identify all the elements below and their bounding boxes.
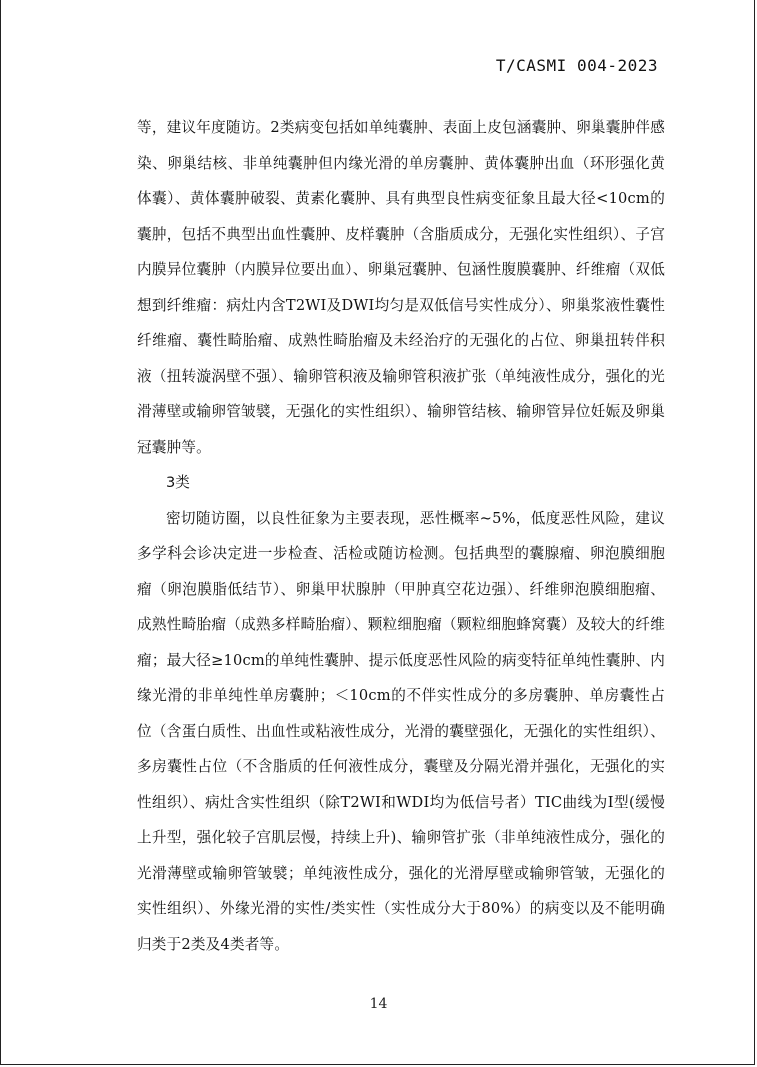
page-content	[137, 110, 665, 962]
document-code: T/CASMI 004-2023	[495, 56, 658, 75]
paragraph-continued: 等，建议年度随访。2类病变包括如单纯囊肿、表面上皮包涵囊肿、卵巢囊肿伴感染、卵巢结核、非单纯囊肿但内缘光滑的单房囊肿、黄体囊肿出血（环形强化黄体囊）、黄体囊肿破裂、黄素化囊肿、具有典型良性病变征象且最大径<10cm的囊肿，包括不典型出血性囊肿、皮样囊肿（含脂质成分，无强化实性组织）、子宫内膜异位囊肿（内膜异位要出血）、卵巢冠囊肿、包涵性腹膜囊肿、纤维瘤（双低想到纤维瘤：病灶内含T2WI及DWI均匀是双低信号实性成分）、卵巢浆液性囊性纤维瘤、囊性畸胎瘤、成熟性畸胎瘤及未经治疗的无强化的占位、卵巢扭转伴积液（扭转漩涡壁不强）、输卵管积液及输卵管积液扩张（单纯液性成分，强化的光滑薄壁或输卵管皱襞，无强化的实性组织）、输卵管结核、输卵管异位妊娠及卵巢冠囊肿等。	[137, 119, 665, 456]
page-number: 14	[369, 996, 388, 1012]
section-heading-category-3: 3类	[166, 474, 190, 491]
paragraph-category-3: 密切随访圈，以良性征象为主要表现，恶性概率~5%，低度恶性风险，建议多学科会诊决定进一步检查、活检或随访检测。包括典型的囊腺瘤、卵泡膜细胞瘤（卵泡膜脂低结节）、卵巢甲状腺肿（甲肿真空花边强）、纤维卵泡膜细胞瘤、成熟性畸胎瘤（成熟多样畸胎瘤）、颗粒细胞瘤（颗粒细胞蜂窝囊）及较大的纤维瘤；最大径≥10cm的单纯性囊肿、提示低度恶性风险的病变特征单纯性囊肿、内缘光滑的非单纯性单房囊肿；＜10cm的不伴实性成分的多房囊肿、单房囊性占位（含蛋白质性、出血性或粘液性成分，光滑的囊壁强化，无强化的实性组织）、多房囊性占位（不含脂质的任何液性成分，囊壁及分隔光滑并强化，无强化的实性组织）、病灶含实性组织（除T2WI和WDI均为低信号者）TIC曲线为Ⅰ型(缓慢上升型，强化较子宫肌层慢，持续上升)、输卵管扩张（非单纯液性成分，强化的光滑薄壁或输卵管皱襞；单纯液性成分，强化的光滑厚壁或输卵管皱，无强化的实性组织）、外缘光滑的实性/类实性（实性成分大于80%）的病变以及不能明确归类于2类及4类者等。	[137, 509, 665, 953]
